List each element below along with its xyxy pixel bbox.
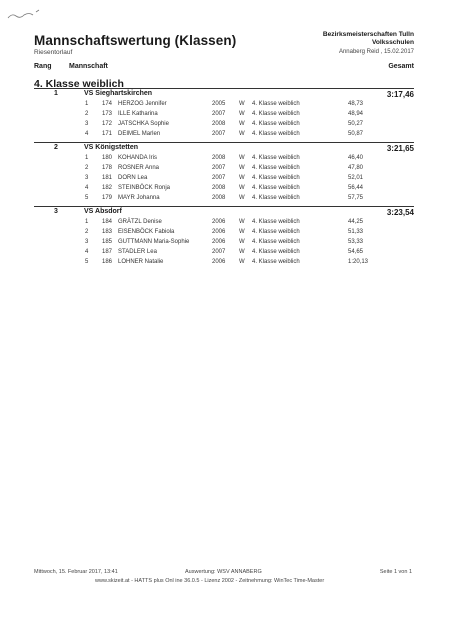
athlete-name: MAYR Johanna — [118, 195, 160, 201]
bib-number: 183 — [101, 229, 112, 235]
athlete-position: 2 — [85, 165, 89, 171]
birth-year: 2008 — [212, 185, 226, 191]
run-time: 48,94 — [348, 111, 364, 117]
page-number: Seite 1 von 1 — [379, 569, 412, 575]
athlete-position: 3 — [85, 175, 89, 181]
bib-number: 174 — [101, 101, 112, 107]
run-time: 52,01 — [348, 175, 364, 181]
athlete-position: 5 — [85, 195, 89, 201]
athlete-sex: W — [239, 131, 245, 137]
run-time: 1:20,13 — [348, 259, 369, 265]
athlete-class: 4. Klasse weiblich — [252, 121, 300, 127]
athlete-sex: W — [239, 219, 245, 225]
birth-year: 2006 — [212, 219, 226, 225]
birth-year: 2007 — [212, 165, 226, 171]
birth-year: 2007 — [212, 249, 226, 255]
column-header-total: Gesamt — [388, 63, 414, 70]
page-title: Mannschaftswertung (Klassen) — [34, 33, 237, 48]
athlete-position: 1 — [85, 219, 89, 225]
team-total: 3:17,46 — [386, 90, 414, 99]
athlete-class: 4. Klasse weiblich — [252, 185, 300, 191]
run-time: 53,33 — [348, 239, 364, 245]
bib-number: 171 — [101, 131, 112, 137]
birth-year: 2006 — [212, 259, 226, 265]
event-organizer — [323, 31, 414, 47]
athlete-position: 1 — [85, 101, 89, 107]
column-header-rank: Rang — [34, 63, 52, 70]
athlete-position: 4 — [85, 185, 89, 191]
athlete-name: LOHNER Natalie — [118, 259, 164, 265]
team-divider — [34, 206, 414, 207]
birth-year: 2008 — [212, 155, 226, 161]
birth-year: 2008 — [212, 121, 226, 127]
athlete-class: 4. Klasse weiblich — [252, 195, 300, 201]
athlete-row — [34, 155, 414, 165]
athlete-class: 4. Klasse weiblich — [252, 249, 300, 255]
team-divider — [34, 142, 414, 143]
run-time: 47,80 — [348, 165, 364, 171]
athlete-class: 4. Klasse weiblich — [252, 155, 300, 161]
athlete-sex: W — [239, 175, 245, 181]
bib-number: 185 — [101, 239, 112, 245]
run-time: 51,33 — [348, 229, 364, 235]
athlete-name: HERZOG Jennifer — [118, 101, 167, 107]
athlete-sex: W — [239, 239, 245, 245]
run-time: 57,75 — [348, 195, 364, 201]
athlete-class: 4. Klasse weiblich — [252, 175, 300, 181]
team-total: 3:23,54 — [386, 208, 414, 217]
athlete-row — [34, 185, 414, 195]
athlete-row — [34, 111, 414, 121]
run-time: 54,65 — [348, 249, 364, 255]
run-time: 44,25 — [348, 219, 364, 225]
athlete-sex: W — [239, 155, 245, 161]
bib-number: 182 — [101, 185, 112, 191]
team-divider — [34, 88, 414, 89]
team-name: VS Königstetten — [84, 144, 139, 151]
section-title: 4. Klasse weiblich — [34, 78, 124, 90]
organizer-line-1: Bezirksmeisterschaften Tulln — [322, 31, 414, 38]
bib-number: 178 — [101, 165, 112, 171]
team-name: VS Sieghartskirchen — [84, 90, 153, 97]
athlete-row — [34, 195, 414, 205]
athlete-sex: W — [239, 195, 245, 201]
athlete-position: 4 — [85, 249, 89, 255]
pen-mark — [6, 6, 46, 24]
venue-date: Annaberg Reid , 15.02.2017 — [338, 49, 414, 55]
team-name: VS Absdorf — [84, 208, 122, 215]
athlete-position: 1 — [85, 155, 89, 161]
athlete-position: 3 — [85, 121, 89, 127]
athlete-name: JATSCHKA Sophie — [118, 121, 169, 127]
athlete-row — [34, 165, 414, 175]
athlete-row — [34, 175, 414, 185]
discipline-label: Riesentorlauf — [34, 49, 73, 56]
athlete-class: 4. Klasse weiblich — [252, 131, 300, 137]
athlete-class: 4. Klasse weiblich — [252, 219, 300, 225]
athlete-name: DEIMEL Marlen — [118, 131, 161, 137]
athlete-row — [34, 131, 414, 141]
team-header-row — [34, 208, 414, 218]
run-time: 50,27 — [348, 121, 364, 127]
athlete-row — [34, 239, 414, 249]
athlete-name: STADLER Lea — [118, 249, 157, 255]
column-header-team: Mannschaft — [69, 63, 108, 70]
athlete-name: ROSNER Anna — [118, 165, 160, 171]
team-header-row — [34, 90, 414, 100]
athlete-row — [34, 121, 414, 131]
athlete-position: 2 — [85, 111, 89, 117]
bib-number: 173 — [101, 111, 112, 117]
athlete-class: 4. Klasse weiblich — [252, 111, 300, 117]
software-credits: www.skizeit.at - HATTS plus Onl ine 36.0.5 - Lizenz 2002 - Zeitnehmung: WinTec Time-Master — [95, 578, 325, 584]
run-time: 48,73 — [348, 101, 364, 107]
run-time: 50,87 — [348, 131, 364, 137]
athlete-class: 4. Klasse weiblich — [252, 229, 300, 235]
athlete-position: 4 — [85, 131, 89, 137]
team-rank: 1 — [54, 90, 58, 97]
team-rank: 3 — [54, 208, 58, 215]
birth-year: 2007 — [212, 175, 226, 181]
athlete-class: 4. Klasse weiblich — [252, 239, 300, 245]
birth-year: 2006 — [212, 239, 226, 245]
team-total: 3:21,65 — [386, 144, 414, 153]
athlete-sex: W — [239, 165, 245, 171]
team-header-row — [34, 144, 414, 154]
bib-number: 172 — [101, 121, 112, 127]
athlete-sex: W — [239, 259, 245, 265]
bib-number: 181 — [101, 175, 112, 181]
athlete-sex: W — [239, 121, 245, 127]
athlete-name: STEINBÖCK Ronja — [118, 185, 171, 191]
athlete-position: 2 — [85, 229, 89, 235]
bib-number: 184 — [101, 219, 112, 225]
athlete-sex: W — [239, 249, 245, 255]
bib-number: 186 — [101, 259, 112, 265]
athlete-row — [34, 259, 414, 269]
birth-year: 2007 — [212, 111, 226, 117]
athlete-sex: W — [239, 229, 245, 235]
birth-year: 2006 — [212, 229, 226, 235]
athlete-class: 4. Klasse weiblich — [252, 165, 300, 171]
athlete-class: 4. Klasse weiblich — [252, 101, 300, 107]
athlete-sex: W — [239, 185, 245, 191]
athlete-position: 5 — [85, 259, 89, 265]
athlete-name: DORN Lea — [118, 175, 148, 181]
athlete-row — [34, 219, 414, 229]
athlete-name: GRÄTZL Denise — [118, 219, 162, 225]
print-date: Mittwoch, 15. Februar 2017, 13:41 — [34, 569, 118, 575]
athlete-position: 3 — [85, 239, 89, 245]
organizer-line-2: Volksschulen — [371, 39, 414, 46]
athlete-name: KOHANDA Iris — [118, 155, 158, 161]
athlete-name: ILLE Katharina — [118, 111, 158, 117]
run-time: 46,40 — [348, 155, 364, 161]
run-time: 56,44 — [348, 185, 364, 191]
athlete-row — [34, 249, 414, 259]
team-rank: 2 — [54, 144, 58, 151]
athlete-row — [34, 229, 414, 239]
evaluation-credit: Auswertung: WSV ANNABERG — [185, 569, 262, 575]
athlete-sex: W — [239, 101, 245, 107]
bib-number: 187 — [101, 249, 112, 255]
birth-year: 2007 — [212, 131, 226, 137]
athlete-class: 4. Klasse weiblich — [252, 259, 300, 265]
bib-number: 179 — [101, 195, 112, 201]
birth-year: 2005 — [212, 101, 226, 107]
bib-number: 180 — [101, 155, 112, 161]
athlete-name: GUTTMANN Maria-Sophie — [118, 239, 190, 245]
athlete-name: EISENBÖCK Fabiola — [118, 229, 175, 235]
birth-year: 2008 — [212, 195, 226, 201]
athlete-row — [34, 101, 414, 111]
athlete-sex: W — [239, 111, 245, 117]
